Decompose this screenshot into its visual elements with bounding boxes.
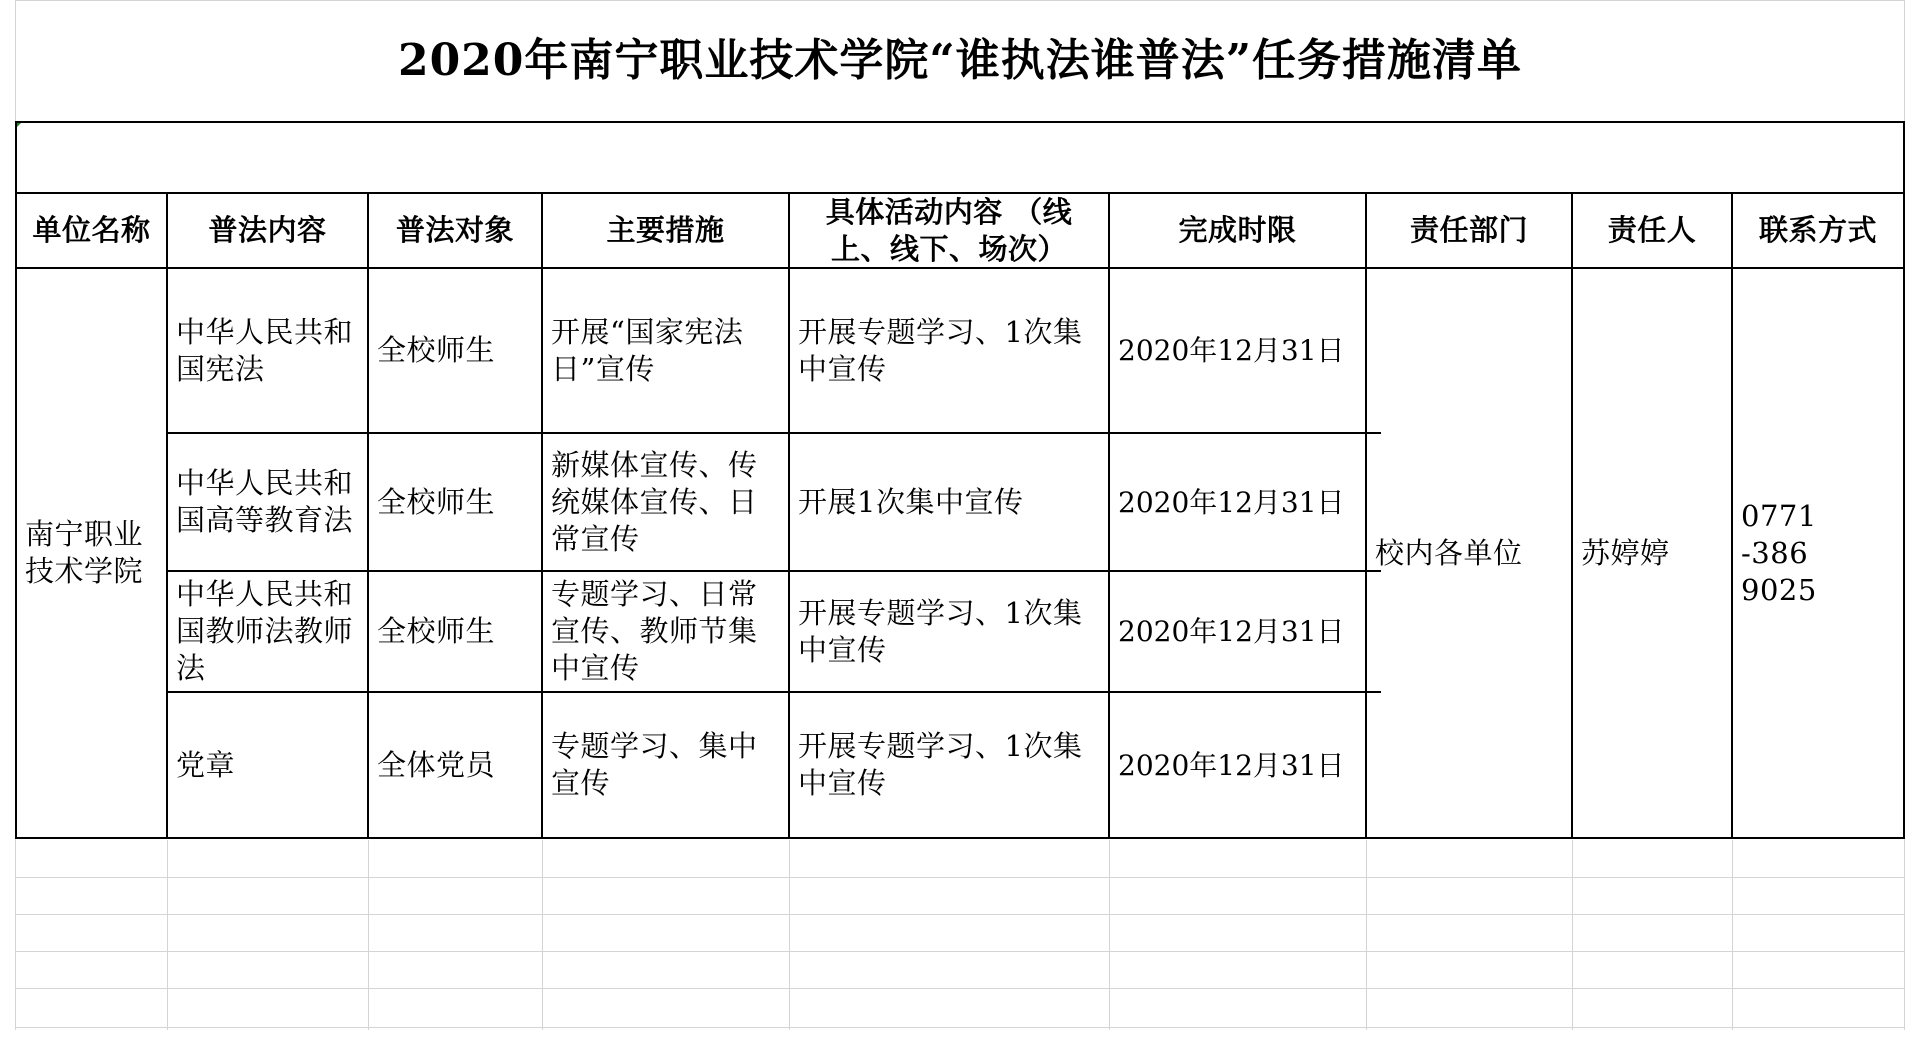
- cell-text: 全体党员: [377, 747, 496, 782]
- cell-text: 2020年12月31日: [1118, 748, 1345, 782]
- header-label: 主要措施: [606, 213, 725, 247]
- cell-audience[interactable]: [369, 572, 541, 691]
- cell-content[interactable]: [168, 572, 367, 691]
- cell-activity[interactable]: [790, 572, 1108, 691]
- cell-text: 党章: [176, 747, 236, 782]
- cell-text: 专题学习、集中宣传: [551, 729, 758, 800]
- cell-text: 校内各单位: [1375, 535, 1523, 570]
- cell-text: 新媒体宣传、传统媒体宣传、日常宣传: [551, 447, 758, 556]
- spreadsheet: [15, 0, 1905, 1030]
- header-label: 普法对象: [395, 213, 514, 247]
- cell-text: 开展“国家宪法日”宣传: [551, 314, 744, 386]
- cell-person[interactable]: [1573, 269, 1731, 837]
- header-unit-name[interactable]: [17, 194, 166, 267]
- header-department[interactable]: [1367, 194, 1571, 267]
- cell-text: 全校师生: [377, 484, 496, 519]
- cell-activity[interactable]: [790, 693, 1108, 837]
- cell-text: 开展专题学习、1次集中宣传: [798, 729, 1083, 800]
- cell-content[interactable]: [168, 693, 367, 837]
- cell-unit-name[interactable]: [17, 269, 166, 837]
- cell-measures[interactable]: [543, 572, 788, 691]
- cell-audience[interactable]: [369, 434, 541, 570]
- cell-measures[interactable]: [543, 693, 788, 837]
- cell-text: 2020年12月31日: [1118, 615, 1345, 648]
- cell-audience[interactable]: [369, 693, 541, 837]
- cell-deadline[interactable]: [1110, 434, 1365, 570]
- header-audience[interactable]: [369, 194, 541, 267]
- gridline: [1732, 840, 1733, 1030]
- cell-text: 0771-3869025: [1741, 498, 1817, 607]
- header-activity[interactable]: [790, 194, 1108, 267]
- cell-text: 全校师生: [377, 333, 496, 367]
- gridline: [167, 840, 168, 1030]
- gridline: [15, 1027, 1905, 1028]
- cell-text: 开展专题学习、1次集中宣传: [798, 595, 1083, 667]
- header-person[interactable]: [1573, 194, 1731, 267]
- gridline: [1366, 840, 1367, 1030]
- header-label: 责任人: [1607, 213, 1697, 247]
- cell-content[interactable]: [168, 269, 367, 432]
- cell-department[interactable]: [1367, 269, 1571, 837]
- cell-contact[interactable]: [1733, 269, 1903, 837]
- header-label: 普法内容: [208, 213, 327, 247]
- cell-text: 中华人民共和国教师法教师法: [176, 577, 354, 685]
- cell-activity[interactable]: [790, 434, 1108, 570]
- cell-deadline[interactable]: [1110, 693, 1365, 837]
- cell-text: 中华人民共和国宪法: [176, 314, 354, 386]
- header-label: 责任部门: [1409, 213, 1528, 247]
- cell-text: 2020年12月31日: [1118, 485, 1345, 519]
- header-content[interactable]: [168, 194, 367, 267]
- gridline: [1109, 840, 1110, 1030]
- cell-text: 专题学习、日常宣传、教师节集中宣传: [551, 577, 758, 685]
- cell-text: 全校师生: [377, 614, 496, 648]
- cell-audience[interactable]: [369, 269, 541, 432]
- cell-activity[interactable]: [790, 269, 1108, 432]
- cell-text: 开展专题学习、1次集中宣传: [798, 314, 1083, 386]
- gridline: [15, 951, 1905, 952]
- gridline: [15, 914, 1905, 915]
- header-label: 具体活动内容 （线上、线下、场次）: [825, 194, 1073, 266]
- table-border: [1903, 121, 1905, 839]
- header-deadline[interactable]: [1110, 194, 1365, 267]
- gridline: [1572, 840, 1573, 1030]
- header-label: 联系方式: [1758, 213, 1877, 247]
- page-title[interactable]: [15, 0, 1905, 121]
- gridline: [542, 840, 543, 1030]
- header-label: 单位名称: [32, 213, 151, 247]
- gridline: [15, 988, 1905, 989]
- header-label: 完成时限: [1178, 213, 1297, 247]
- empty-merged-cell[interactable]: [17, 123, 1903, 192]
- gridline: [368, 840, 369, 1030]
- gridline: [789, 840, 790, 1030]
- title-text: 2020年南宁职业技术学院“谁执法谁普法”任务措施清单: [397, 35, 1523, 86]
- cell-measures[interactable]: [543, 269, 788, 432]
- cell-measures[interactable]: [543, 434, 788, 570]
- table-border: [15, 837, 1905, 839]
- cell-text: 中华人民共和国高等教育法: [176, 466, 354, 537]
- cell-text: 南宁职业技术学院: [25, 517, 144, 588]
- header-measures[interactable]: [543, 194, 788, 267]
- cell-deadline[interactable]: [1110, 269, 1365, 432]
- cell-text: 苏婷婷: [1581, 535, 1670, 570]
- cell-text: 开展1次集中宣传: [798, 484, 1024, 519]
- gridline: [15, 877, 1905, 878]
- cell-text: 2020年12月31日: [1118, 334, 1345, 367]
- header-contact[interactable]: [1733, 194, 1903, 267]
- cell-deadline[interactable]: [1110, 572, 1365, 691]
- cell-content[interactable]: [168, 434, 367, 570]
